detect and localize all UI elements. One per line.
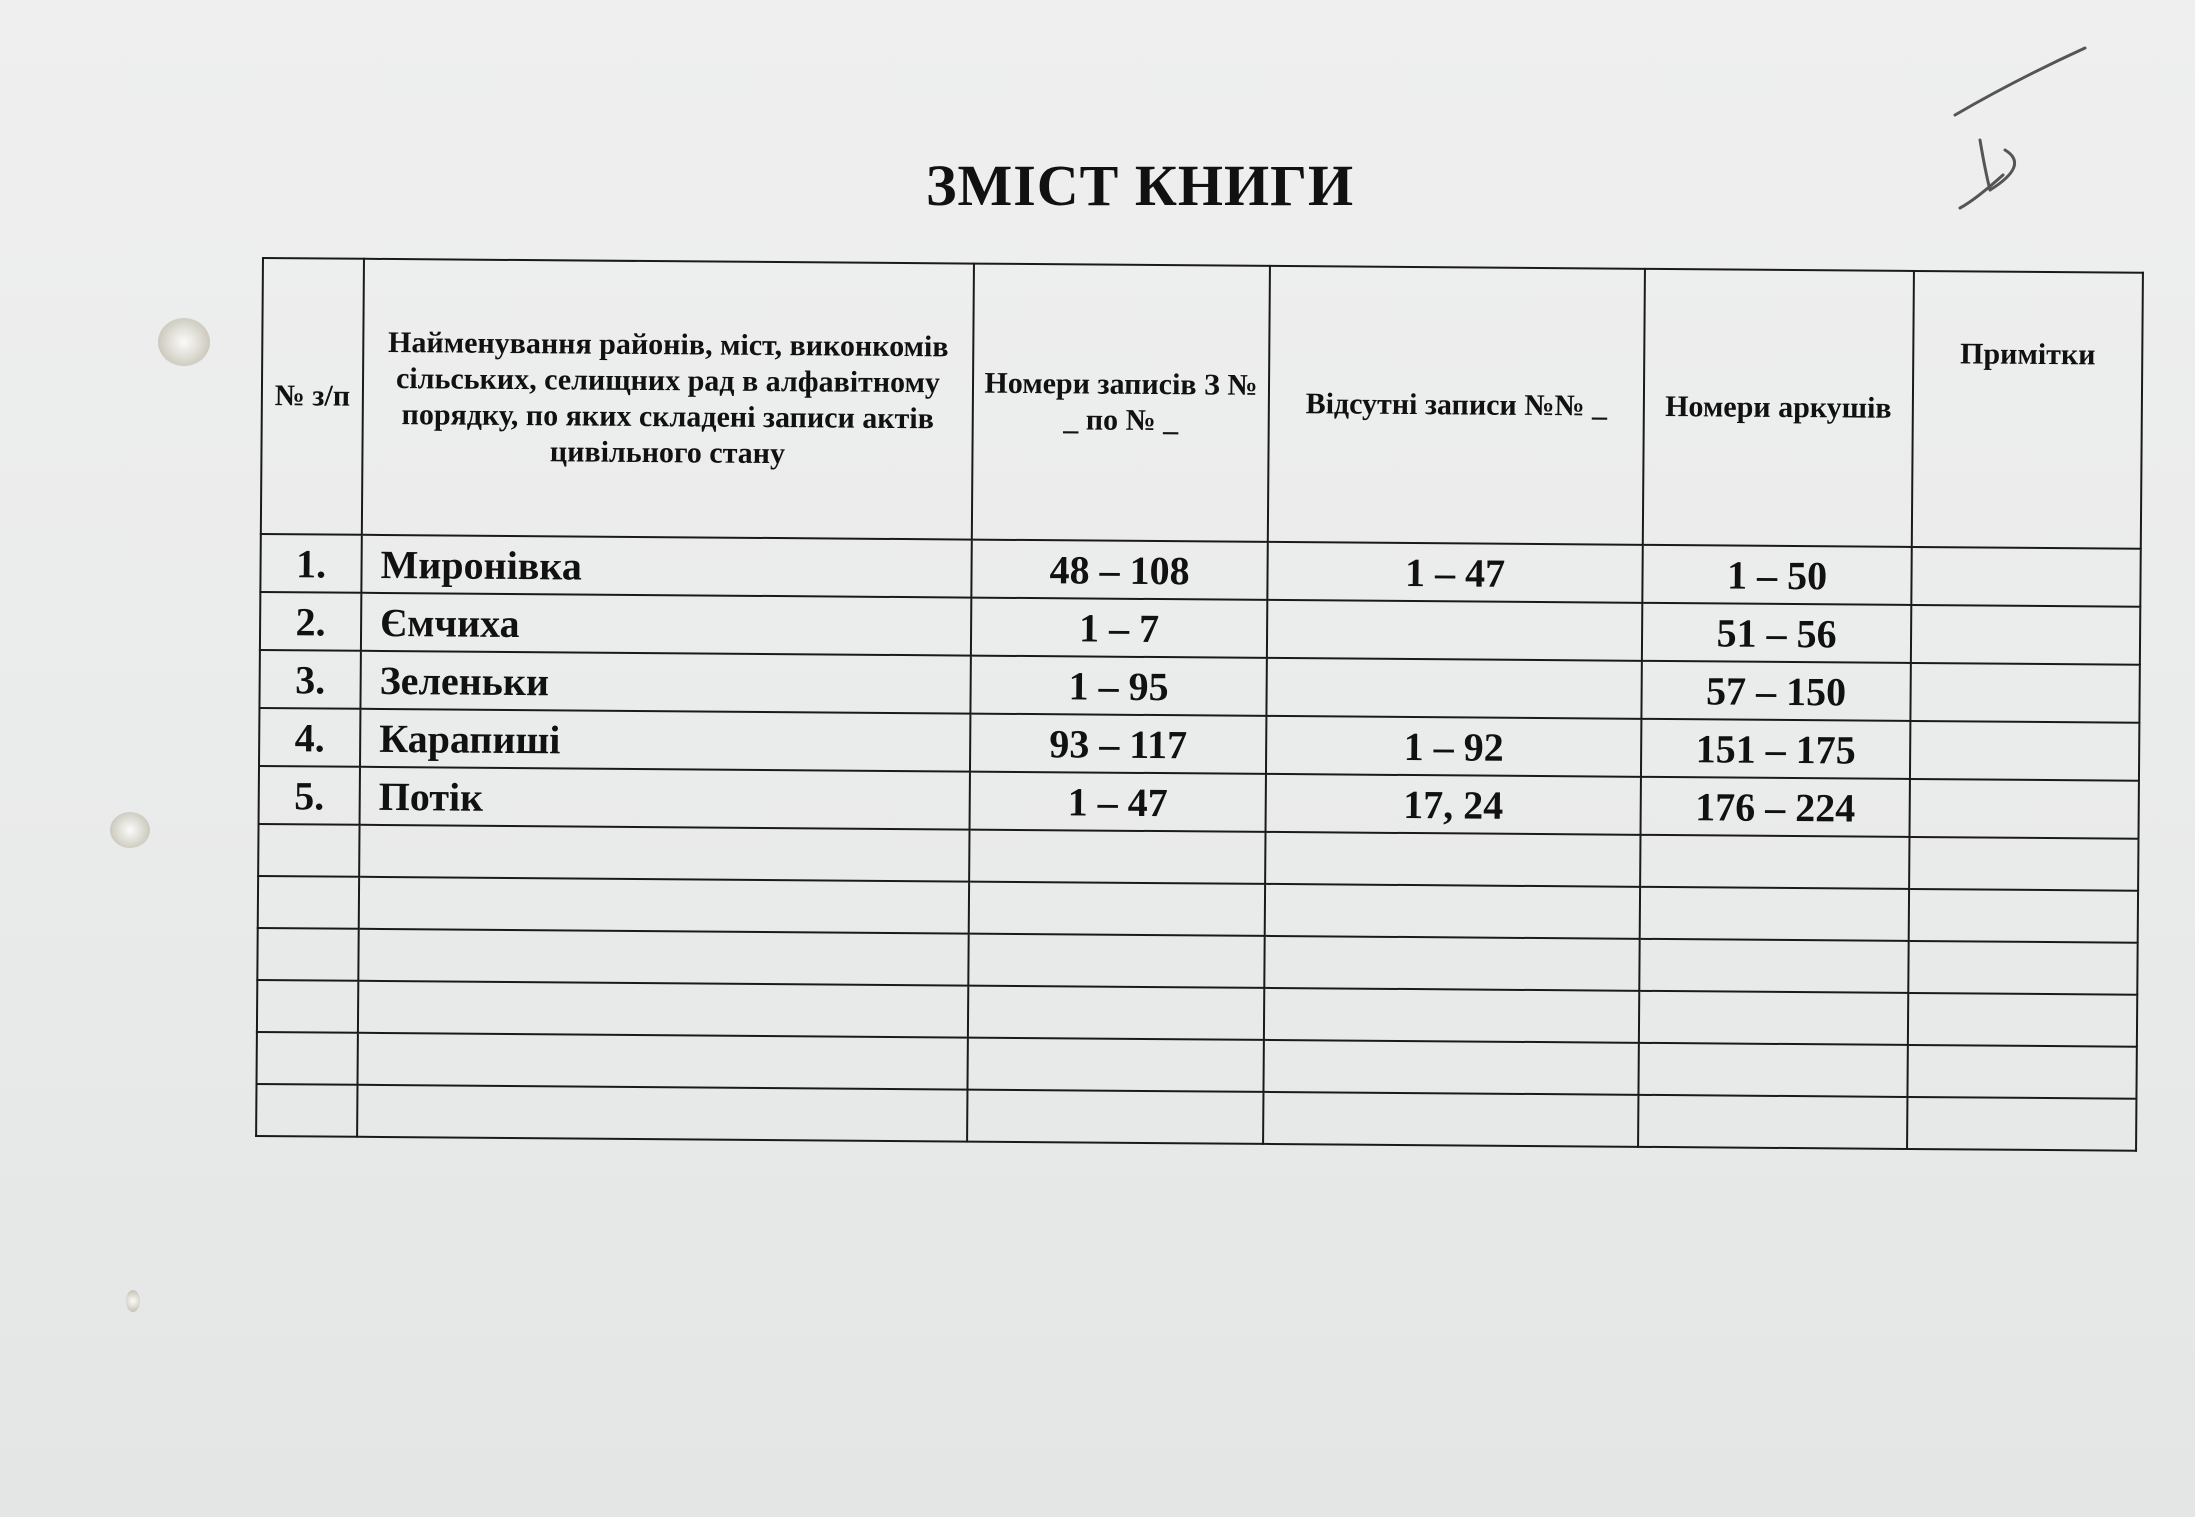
empty-cell <box>359 825 969 882</box>
empty-cell <box>1908 993 2137 1047</box>
empty-cell <box>1909 889 2138 943</box>
empty-cell <box>1263 1092 1638 1147</box>
empty-cell <box>1264 988 1639 1043</box>
row-missing: 17, 24 <box>1266 774 1641 835</box>
row-missing: 1 – 47 <box>1267 542 1642 603</box>
row-name: Зеленьки <box>360 651 970 714</box>
header-sheets: Номери аркушів <box>1643 269 1914 547</box>
row-name: Карапиші <box>360 709 970 772</box>
empty-cell <box>358 1033 968 1090</box>
empty-cell <box>1640 835 1909 889</box>
empty-cell <box>257 928 358 981</box>
empty-cell <box>1265 884 1640 939</box>
empty-cell <box>1638 1043 1907 1097</box>
row-records: 1 – 47 <box>970 772 1266 832</box>
empty-cell <box>1909 837 2138 891</box>
empty-cell <box>358 981 968 1038</box>
empty-cell <box>1907 1045 2136 1099</box>
empty-cell <box>967 1090 1263 1144</box>
header-number: № з/п <box>261 258 364 535</box>
row-name: Миронівка <box>361 535 971 598</box>
punch-hole-top <box>158 318 210 366</box>
row-sheets: 1 – 50 <box>1642 545 1911 605</box>
row-number: 1. <box>260 534 361 593</box>
row-records: 48 – 108 <box>971 540 1267 600</box>
row-name: Потік <box>360 767 970 830</box>
empty-cell <box>969 882 1265 936</box>
table-header-row <box>261 258 2143 549</box>
row-records: 93 – 117 <box>970 714 1266 774</box>
row-missing <box>1267 600 1642 661</box>
row-missing <box>1266 658 1641 719</box>
empty-cell <box>967 1038 1263 1092</box>
empty-cell <box>1908 941 2137 995</box>
empty-cell <box>257 1032 358 1085</box>
punch-hole-bottom <box>126 1290 140 1312</box>
row-records: 1 – 7 <box>971 598 1267 658</box>
header-missing: Відсутні записи №№ _ <box>1268 266 1645 545</box>
empty-cell <box>1264 936 1639 991</box>
empty-cell <box>258 824 359 877</box>
row-sheets: 51 – 56 <box>1642 603 1911 663</box>
contents-table-wrapper <box>255 257 2144 1152</box>
header-records: Номери записів З № _ по № _ <box>972 264 1270 542</box>
row-number: 5. <box>259 766 360 825</box>
row-sheets: 151 – 175 <box>1641 719 1910 779</box>
row-number: 2. <box>260 592 361 651</box>
row-number: 4. <box>259 708 360 767</box>
empty-cell <box>358 929 968 986</box>
row-number: 3. <box>259 650 360 709</box>
handwritten-mark-icon <box>1945 40 2095 220</box>
empty-cell <box>968 986 1264 1040</box>
row-missing: 1 – 92 <box>1266 716 1641 777</box>
empty-cell <box>1638 1095 1907 1149</box>
empty-cell <box>357 1085 967 1142</box>
punch-hole-middle <box>110 812 150 848</box>
empty-cell <box>256 1084 357 1137</box>
row-name: Ємчиха <box>361 593 971 656</box>
empty-cell <box>258 876 359 929</box>
empty-cell <box>969 830 1265 884</box>
empty-cell <box>1639 939 1908 993</box>
contents-table <box>255 257 2144 1152</box>
header-name: Найменування районів, міст, виконкомів сільських, селищних рад в алфавітному порядку, по яких складені записи актів цивільного стану <box>362 259 974 540</box>
row-notes <box>1909 779 2138 839</box>
empty-cell <box>1263 1040 1638 1095</box>
empty-cell <box>359 877 969 934</box>
row-sheets: 57 – 150 <box>1641 661 1910 721</box>
empty-cell <box>1265 832 1640 887</box>
empty-cell <box>1640 887 1909 941</box>
row-notes <box>1910 663 2139 723</box>
row-sheets: 176 – 224 <box>1641 777 1910 837</box>
row-records: 1 – 95 <box>970 656 1266 716</box>
header-notes: Примітки <box>1912 271 2143 549</box>
page-title: ЗМІСТ КНИГИ <box>925 153 1355 218</box>
empty-cell <box>968 934 1264 988</box>
row-notes <box>1911 605 2140 665</box>
row-notes <box>1910 721 2139 781</box>
empty-cell <box>257 980 358 1033</box>
empty-cell <box>1639 991 1908 1045</box>
row-notes <box>1911 547 2140 607</box>
empty-cell <box>1907 1097 2136 1151</box>
